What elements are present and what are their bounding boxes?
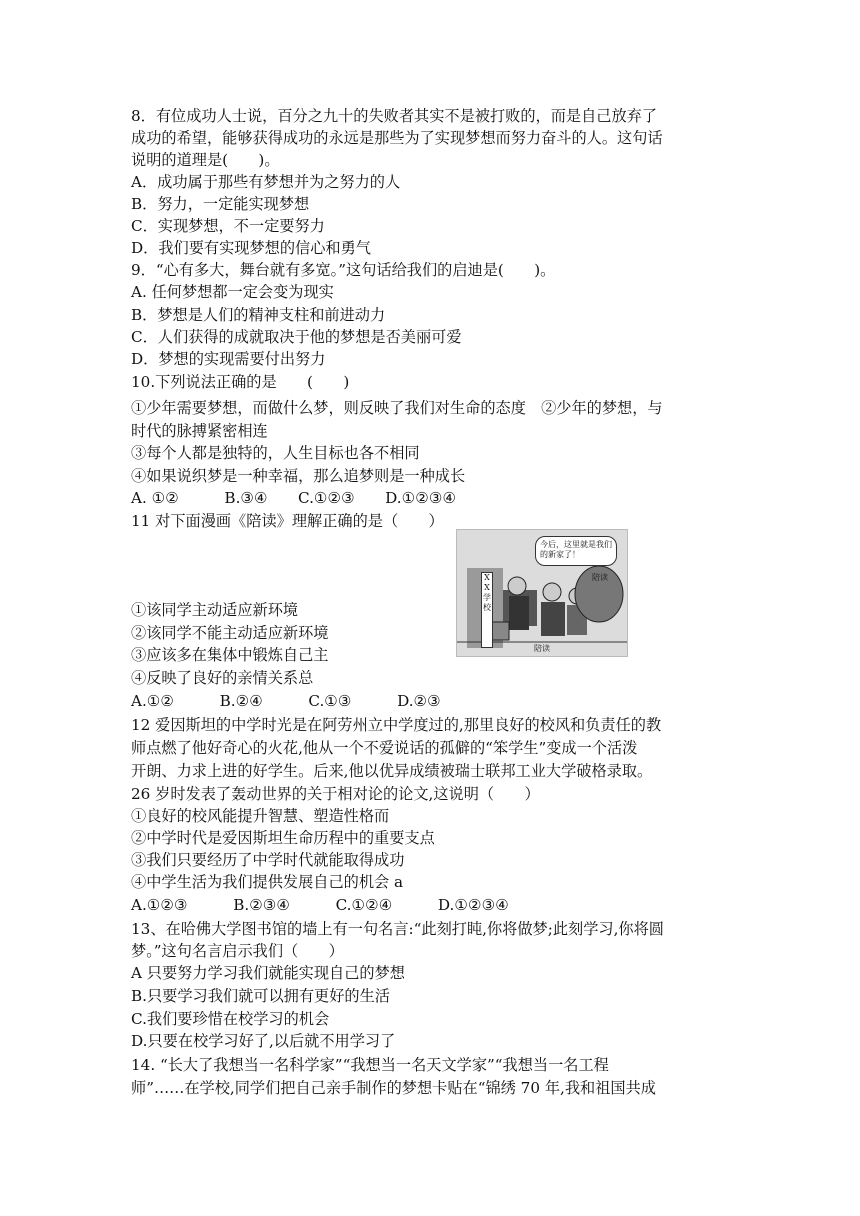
text-line: C．人们获得的成就取决于他的梦想是否美丽可爱	[131, 328, 462, 346]
comic-caption: 陪读	[534, 644, 550, 653]
text-line: ④反映了良好的亲情关系总	[131, 669, 314, 687]
text-line: 师点燃了他好奇心的火花,他从一个不爱说话的孤僻的“笨学生”变成一个活泼	[131, 739, 638, 757]
text-line: 梦。”这句名言启示我们（ ）	[131, 942, 344, 960]
text-line: 9．“心有多大，舞台就有多宽。”这句话给我们的启迪是( )。	[131, 261, 556, 279]
text-line: A. 任何梦想都一定会变为现实	[131, 283, 334, 301]
comic-illustration	[456, 529, 628, 657]
text-line: ④中学生活为我们提供发展自己的机会 a	[131, 873, 404, 891]
text-line: 8．有位成功人士说，百分之九十的失败者其实不是被打败的，而是自己放弃了	[131, 107, 658, 125]
text-line: ①良好的校风能提升智慧、塑造性格而	[131, 807, 390, 825]
comic-school-sign: XX学校	[481, 572, 493, 648]
text-line: 成功的希望，能够获得成功的永远是那些为了实现梦想而努力奋斗的人。这句话	[131, 129, 663, 147]
text-line: B.只要学习我们就可以拥有更好的生活	[131, 987, 390, 1005]
text-line: D．梦想的实现需要付出努力	[131, 350, 326, 368]
text-line: B．梦想是人们的精神支柱和前进动力	[131, 306, 386, 324]
text-line: A.①②③ B.②③④ C.①②④ D.①②③④	[131, 896, 509, 914]
text-line: ①少年需要梦想，而做什么梦，则反映了我们对生命的态度 ②少年的梦想，与	[131, 399, 663, 417]
text-line: B．努力，一定能实现梦想	[131, 195, 310, 213]
text-line: C．实现梦想，不一定要努力	[131, 217, 325, 235]
text-line: ②该同学不能主动适应新环境	[131, 624, 329, 642]
text-line: 说明的道理是( )。	[131, 151, 280, 169]
text-line: ①该同学主动适应新环境	[131, 601, 299, 619]
text-line: 开朗、力求上进的好学生。后来,他以优异成绩被瑞士联邦工业大学破格录取。	[131, 762, 653, 780]
text-line: 11 对下面漫画《陪读》理解正确的是（ ）	[131, 512, 444, 530]
text-line: D．我们要有实现梦想的信心和勇气	[131, 239, 371, 257]
text-line: 时代的脉搏紧密相连	[131, 422, 268, 440]
text-line: ③应该多在集体中锻炼自己主	[131, 646, 329, 664]
text-line: 26 岁时发表了轰动世界的关于相对论的论文,这说明（ ）	[131, 785, 540, 803]
text-line: ③每个人都是独特的，人生目标也各不相同	[131, 444, 420, 462]
text-line: C.我们要珍惜在校学习的机会	[131, 1010, 330, 1028]
text-line: 师”……在学校,同学们把自己亲手制作的梦想卡贴在“锦绣 70 年,我和祖国共成	[131, 1079, 656, 1097]
comic-bag-label: 陪读	[592, 573, 608, 582]
text-line: 14. “长大了我想当一名科学家”“我想当一名天文学家”“我想当一名工程	[131, 1056, 609, 1074]
text-line: A.①② B.②④ C.①③ D.②③	[131, 692, 441, 710]
text-line: A．成功属于那些有梦想并为之努力的人	[131, 173, 401, 191]
text-line: ②中学时代是爱因斯坦生命历程中的重要支点	[131, 829, 435, 847]
text-line: D.只要在校学习好了,以后就不用学习了	[131, 1032, 396, 1050]
comic-speech-bubble: 今后，这里就是我们的新家了！	[535, 536, 617, 566]
text-line: 12 爱因斯坦的中学时光是在阿劳州立中学度过的,那里良好的校风和负责任的教	[131, 716, 662, 734]
text-line: A. ①② B.③④ C.①②③ D.①②③④	[131, 489, 457, 507]
text-line: ④如果说织梦是一种幸福，那么追梦则是一种成长	[131, 467, 466, 485]
text-line: 10.下列说法正确的是 ( )	[131, 373, 350, 391]
text-line: A 只要努力学习我们就能实现自己的梦想	[131, 964, 405, 982]
text-line: ③我们只要经历了中学时代就能取得成功	[131, 851, 405, 869]
text-line: 13、在哈佛大学图书馆的墙上有一句名言:“此刻打盹,你将做梦;此刻学习,你将圆	[131, 920, 664, 938]
